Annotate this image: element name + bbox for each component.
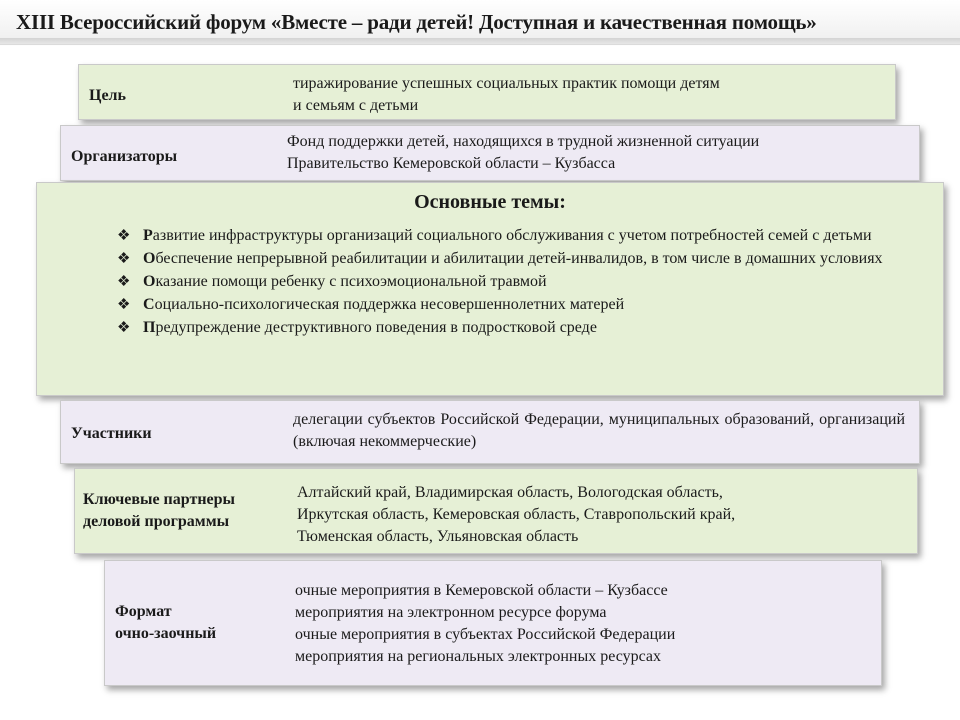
partners-line: Алтайский край, Владимирская область, Вологодская область, — [297, 484, 723, 501]
theme-text: оциально-психологическая поддержка несовершеннолетних матерей — [154, 296, 625, 313]
organizers-label: Организаторы — [71, 148, 178, 165]
title-bar — [0, 0, 960, 45]
theme-first-letter: С — [143, 296, 155, 313]
participants-text: делегации субъектов Российской Федерации, муниципальных образований, организаций (включая некоммерческие) — [293, 411, 905, 450]
theme-text: беспечение непрерывной реабилитации и абилитации детей-инвалидов, в том числе в домашних условиях — [155, 250, 883, 267]
goal-line: и семьям с детьми — [293, 97, 419, 114]
organizers-line: Правительство Кемеровской области – Кузбасса — [287, 155, 616, 172]
themes-panel — [36, 182, 944, 396]
theme-first-letter: Р — [143, 227, 153, 244]
format-text — [295, 580, 675, 668]
diamond-bullet-icon: ❖ — [117, 251, 131, 267]
diamond-bullet-icon: ❖ — [117, 274, 131, 290]
theme-item — [117, 294, 907, 316]
partners-line: Тюменская область, Ульяновская область — [297, 528, 579, 545]
diamond-bullet-icon: ❖ — [117, 320, 131, 336]
theme-text: азвитие инфраструктуры организаций социального обслуживания с учетом потребностей семей с детьми — [152, 227, 872, 244]
theme-first-letter: О — [143, 273, 156, 290]
theme-first-letter: О — [143, 250, 156, 267]
partners-label: Ключевые партнеры деловой программы — [83, 491, 236, 530]
format-label: Формат очно-заочный — [115, 603, 217, 642]
title-shadow — [0, 38, 960, 46]
partners-line: Иркутская область, Кемеровская область, Ставропольский край, — [297, 506, 736, 523]
goal-line: тиражирование успешных социальных практик помощи детям — [293, 75, 720, 92]
format-line: очные мероприятия в Кемеровской области – Кузбассе — [295, 582, 668, 599]
themes-title: Основные темы: — [414, 191, 566, 213]
theme-item — [117, 248, 907, 270]
partners-panel — [74, 468, 918, 554]
theme-item — [117, 225, 907, 247]
format-line: очные мероприятия в субъектах Российской Федерации — [295, 626, 676, 643]
theme-item — [117, 317, 907, 339]
theme-text: казание помощи ребенку с психоэмоциональной травмой — [155, 273, 547, 290]
goal-text — [293, 73, 720, 117]
organizers-text — [287, 131, 759, 175]
partners-text — [297, 482, 735, 548]
theme-item — [117, 271, 907, 293]
participants-panel — [60, 400, 920, 464]
format-panel — [104, 560, 882, 686]
theme-first-letter: П — [143, 319, 156, 336]
diamond-bullet-icon: ❖ — [117, 228, 131, 244]
themes-list — [117, 225, 907, 340]
organizers-line: Фонд поддержки детей, находящихся в трудной жизненной ситуации — [287, 133, 760, 150]
goal-label: Цель — [89, 87, 126, 104]
slide-title: XIII Всероссийский форум «Вместе – ради детей! Доступная и качественная помощь» — [16, 10, 817, 34]
organizers-panel — [60, 125, 920, 181]
diamond-bullet-icon: ❖ — [117, 297, 131, 313]
goal-panel — [78, 64, 896, 120]
format-line: мероприятия на электронном ресурсе форума — [295, 604, 607, 621]
participants-label: Участники — [71, 425, 152, 442]
theme-text: редупреждение деструктивного поведения в подростковой среде — [155, 319, 597, 336]
format-line: мероприятия на региональных электронных ресурсах — [295, 648, 661, 665]
